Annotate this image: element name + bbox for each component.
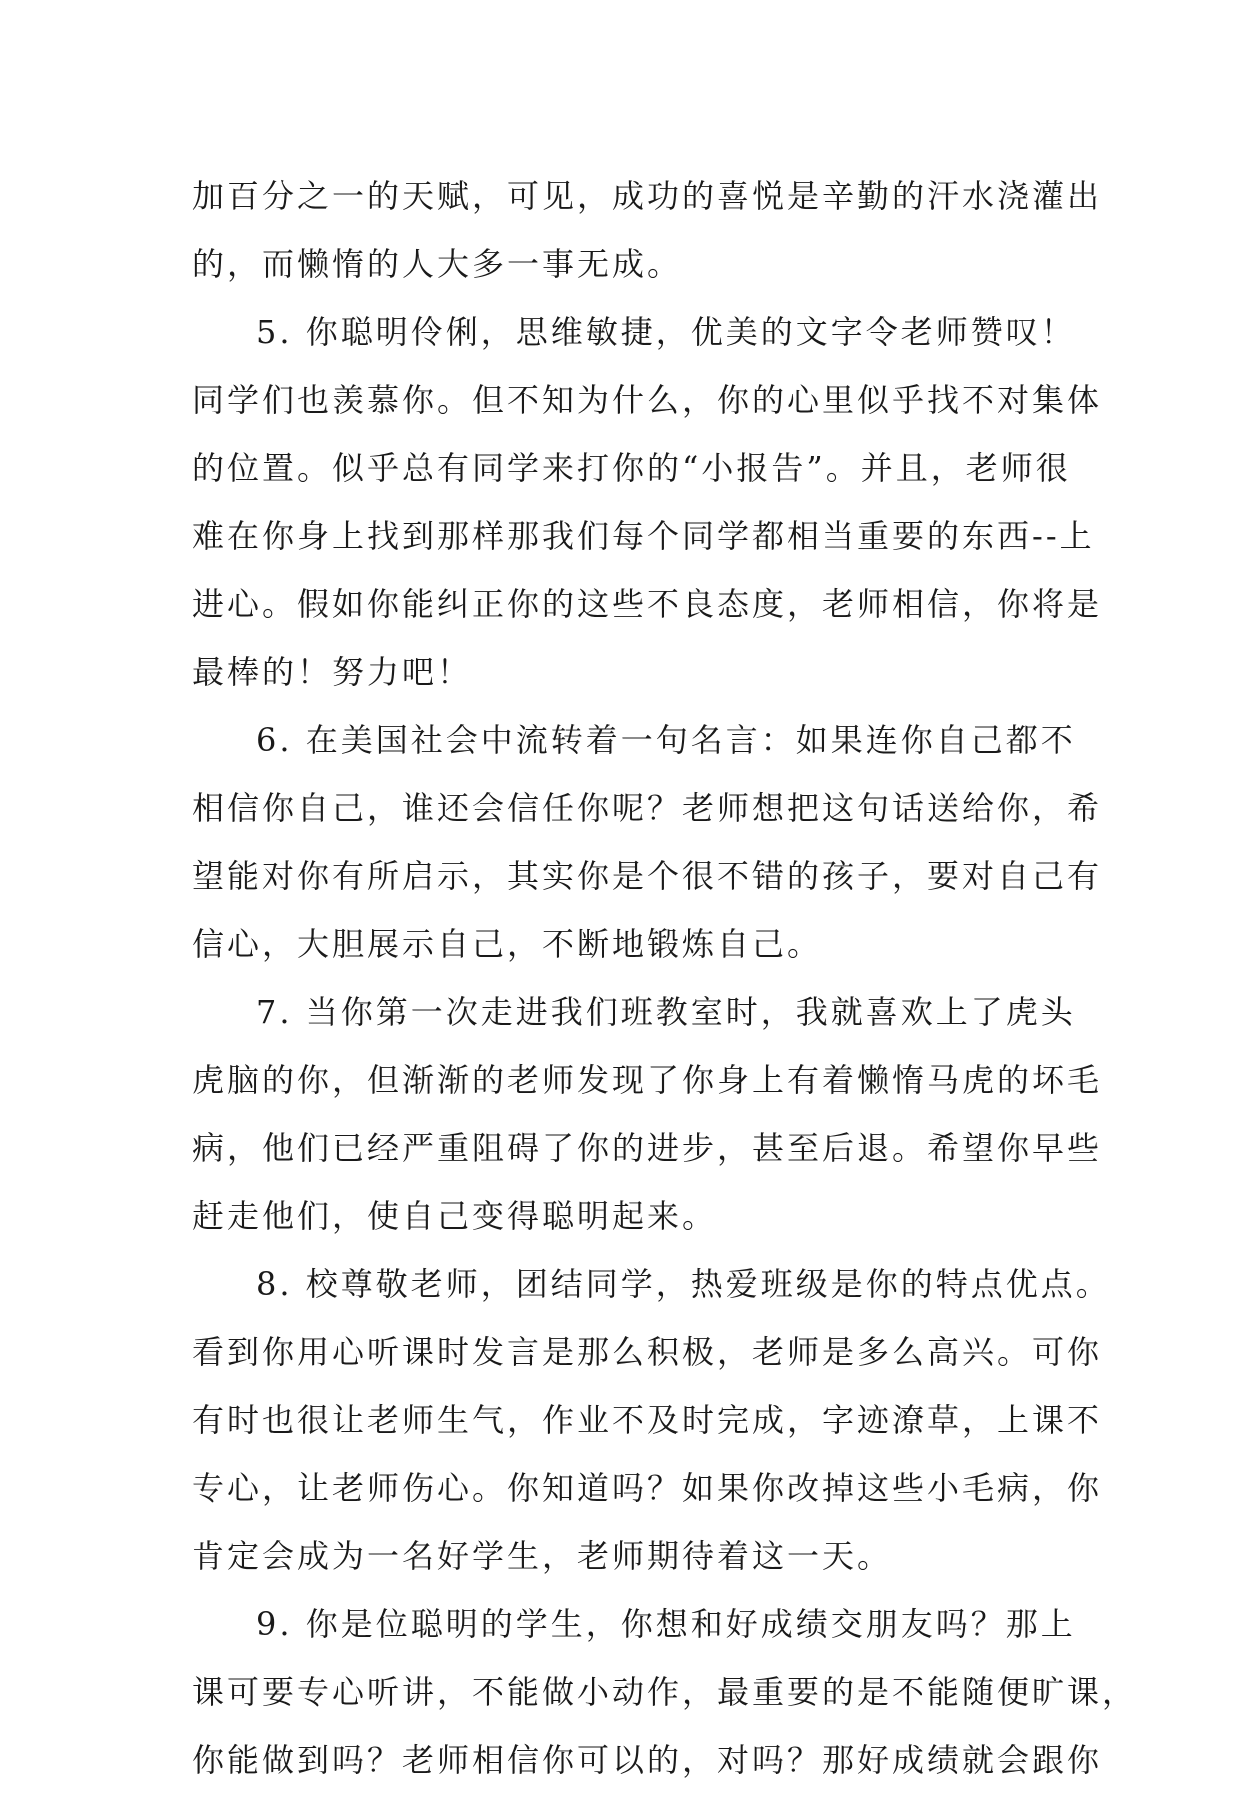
text-line: 最棒的！努力吧！	[192, 653, 473, 691]
paragraph	[192, 1590, 1138, 1794]
text-line: 虎脑的你，但渐渐的老师发现了你身上有着懒惰马虎的坏毛	[192, 1061, 1103, 1099]
text-line: 难在你身上找到那样那我们每个同学都相当重要的东西--上	[192, 517, 1095, 555]
text-line: 同学们也羡慕你。但不知为什么，你的心里似乎找不对集体	[192, 381, 1103, 419]
text-line: 信心，大胆展示自己，不断地锻炼自己。	[192, 925, 823, 963]
text-line: 5. 你聪明伶俐，思维敏捷，优美的文字令老师赞叹！	[256, 313, 1076, 351]
text-line: 的，而懒惰的人大多一事无成。	[192, 245, 683, 283]
text-line: 的位置。似乎总有同学来打你的“小报告”。并且，老师很	[192, 449, 1071, 487]
document-body	[192, 162, 1138, 1794]
text-line: 你能做到吗？老师相信你可以的，对吗？那好成绩就会跟你	[192, 1741, 1103, 1779]
text-line: 8. 校尊敬老师，团结同学，热爱班级是你的特点优点。	[256, 1265, 1111, 1303]
paragraph	[192, 978, 1103, 1250]
paragraph	[192, 162, 1103, 298]
text-line: 7. 当你第一次走进我们班教室时，我就喜欢上了虎头	[256, 993, 1076, 1031]
text-line: 病，他们已经严重阻碍了你的进步，甚至后退。希望你早些	[192, 1129, 1103, 1167]
text-line: 进心。假如你能纠正你的这些不良态度，老师相信，你将是	[192, 585, 1103, 623]
text-line: 课可要专心听讲，不能做小动作，最重要的是不能随便旷课，	[192, 1673, 1138, 1711]
text-line: 6. 在美国社会中流转着一句名言：如果连你自己都不	[256, 721, 1076, 759]
text-line: 看到你用心听课时发言是那么积极，老师是多么高兴。可你	[192, 1333, 1103, 1371]
text-line: 赶走他们，使自己变得聪明起来。	[192, 1197, 718, 1235]
paragraph	[192, 1250, 1111, 1590]
text-line: 专心，让老师伤心。你知道吗？如果你改掉这些小毛病，你	[192, 1469, 1103, 1507]
text-line: 相信你自己，谁还会信任你呢？老师想把这句话送给你，希	[192, 789, 1103, 827]
text-line: 肯定会成为一名好学生，老师期待着这一天。	[192, 1537, 893, 1575]
text-line: 有时也很让老师生气，作业不及时完成，字迹潦草，上课不	[192, 1401, 1103, 1439]
text-line: 9. 你是位聪明的学生，你想和好成绩交朋友吗？那上	[256, 1605, 1076, 1643]
text-line: 加百分之一的天赋，可见，成功的喜悦是辛勤的汗水浇灌出	[192, 177, 1103, 215]
paragraph	[192, 706, 1103, 978]
text-line: 望能对你有所启示，其实你是个很不错的孩子，要对自己有	[192, 857, 1103, 895]
paragraph	[192, 298, 1103, 706]
